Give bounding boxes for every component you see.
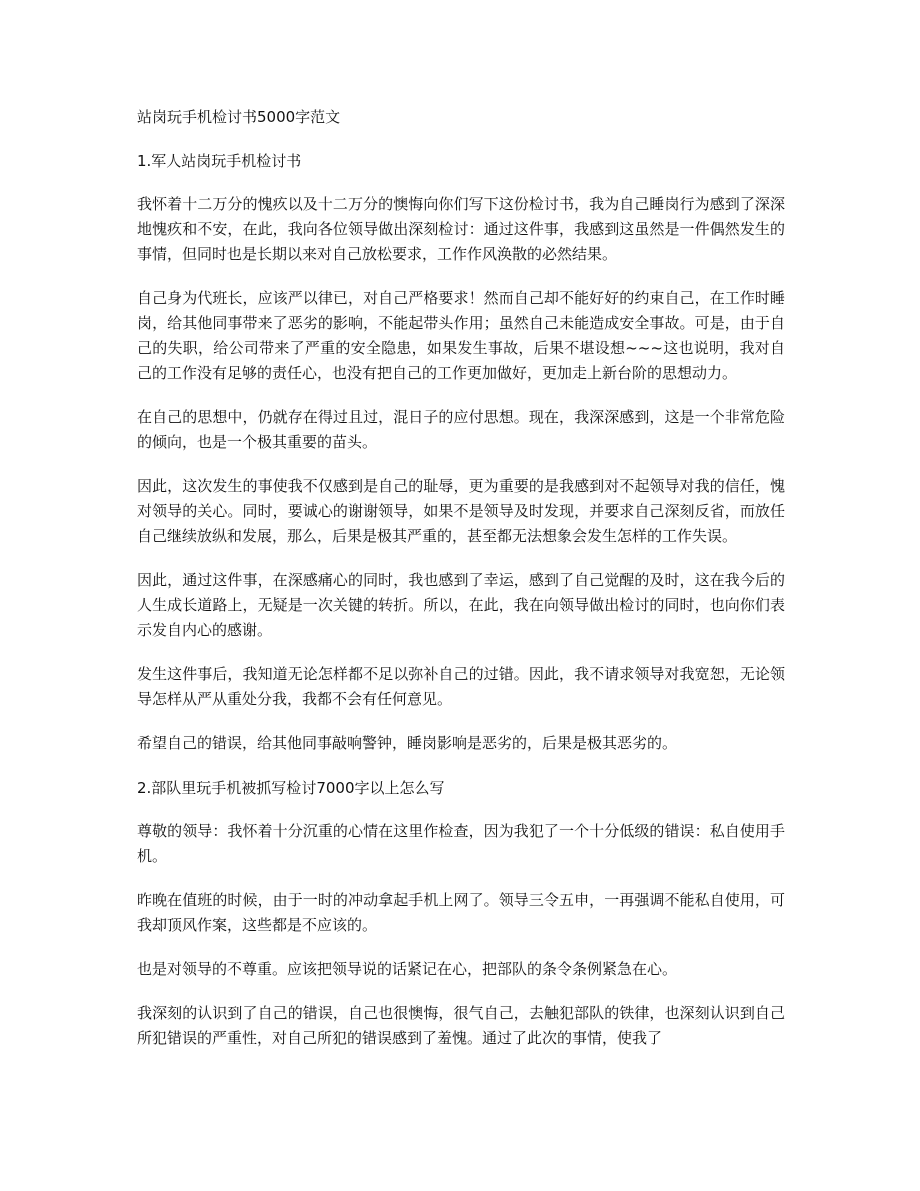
- paragraph: 也是对领导的不尊重。应该把领导说的话紧记在心，把部队的条令条例紧急在心。: [137, 960, 678, 978]
- section-2: [137, 775, 785, 1051]
- document-page: [137, 104, 785, 1070]
- paragraph: 昨晚在值班的时候，由于一时的冲动拿起手机上网了。领导三令五申，一再强调不能私自使用，可我却顶风作案，这些都是不应该的。: [137, 891, 785, 934]
- section-heading: 1.军人站岗玩手机检讨书: [137, 152, 302, 170]
- paragraph: 尊敬的领导：我怀着十分沉重的心情在这里作检查，因为我犯了一个十分低级的错误：私自使用手机。: [137, 822, 785, 865]
- paragraph: 在自己的思想中，仍就存在得过且过，混日子的应付思想。现在，我深深感到，这是一个非常危险的倾向，也是一个极其重要的苗头。: [137, 408, 785, 451]
- paragraph: 自己身为代班长，应该严以律已，对自己严格要求！然而自己却不能好好的约束自己，在工作时睡岗，给其他同事带来了恶劣的影响，不能起带头作用；虽然自己未能造成安全事故。可是，由于自己的失职，给公司带来了严重的安全隐患，如果发生事故，后果不堪设想~~~这也说明，我对自己的工作没有足够的责任心，也没有把自己的工作更加做好，更加走上新台阶的思想动力。: [137, 289, 785, 382]
- paragraph: 我怀着十二万分的愧疚以及十二万分的懊悔向你们写下这份检讨书，我为自己睡岗行为感到了深深地愧疚和不安，在此，我向各位领导做出深刻检讨：通过这件事，我感到这虽然是一件偶然发生的事情，但同时也是长期以来对自己放松要求，工作作风涣散的必然结果。: [137, 195, 785, 263]
- paragraph: 发生这件事后，我知道无论怎样都不足以弥补自己的过错。因此，我不请求领导对我宽恕，无论领导怎样从严从重处分我，我都不会有任何意见。: [137, 665, 785, 708]
- document-title: 站岗玩手机检讨书5000字范文: [137, 108, 341, 126]
- section-heading: 2.部队里玩手机被抓写检讨7000字以上怎么写: [137, 779, 445, 797]
- paragraph: 我深刻的认识到了自己的错误，自己也很懊悔，很气自己，去触犯部队的铁律，也深刻认识到自己所犯错误的严重性，对自己所犯的错误感到了羞愧。通过了此次的事情，使我了: [137, 1004, 785, 1047]
- section-1: [137, 148, 785, 756]
- paragraph: 希望自己的错误，给其他同事敲响警钟，睡岗影响是恶劣的，后果是极其恶劣的。: [137, 734, 678, 752]
- paragraph: 因此，这次发生的事使我不仅感到是自己的耻辱，更为重要的是我感到对不起领导对我的信任，愧对领导的关心。同时，要诚心的谢谢领导，如果不是领导及时发现，并要求自己深刻反省，而放任自己继续放纵和发展，那么，后果是极其严重的，甚至都无法想象会发生怎样的工作失误。: [137, 477, 785, 545]
- paragraph: 因此，通过这件事，在深感痛心的同时，我也感到了幸运，感到了自己觉醒的及时，这在我今后的人生成长道路上，无疑是一次关键的转折。所以，在此，我在向领导做出检讨的同时，也向你们表示发自内心的感谢。: [137, 571, 785, 639]
